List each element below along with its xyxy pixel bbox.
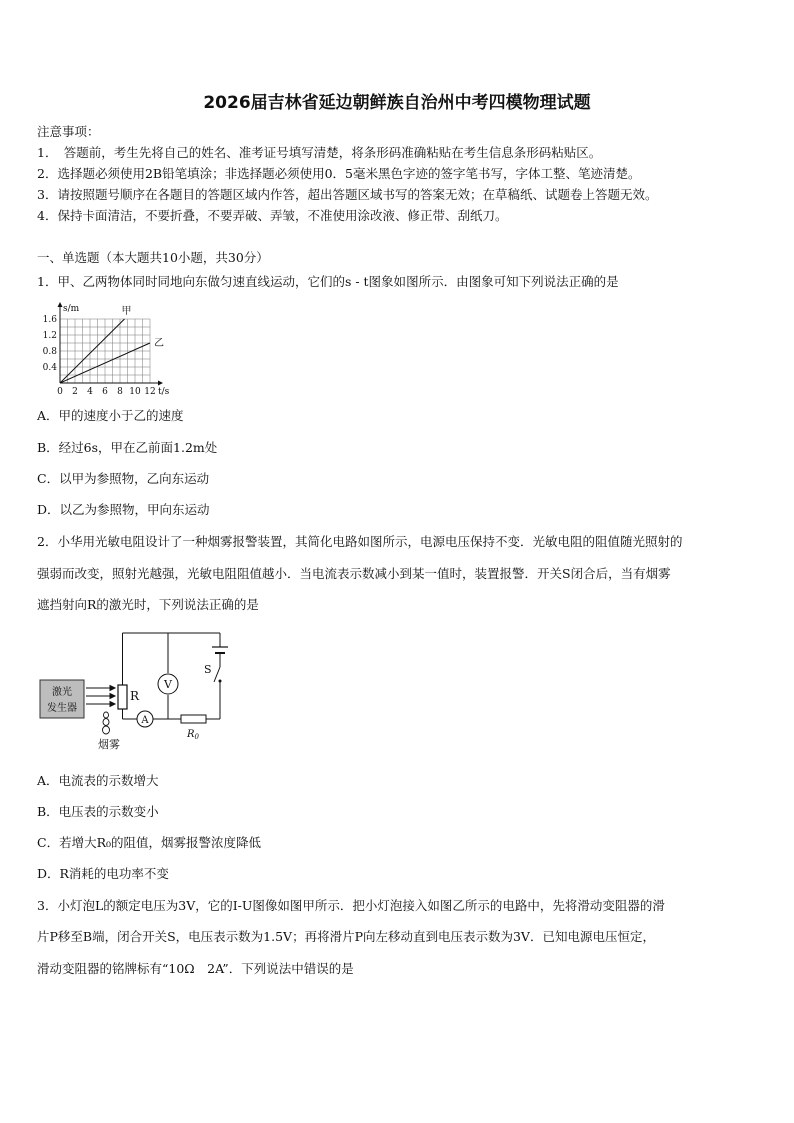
q3-stem-line-2: 片P移至B端，闭合开关S，电压表示数为1.5V；再将滑片P向左移动直到电压表示数为3V．已知电源电压恒定，: [37, 929, 655, 944]
section-heading: 一、单选题（本大题共10小题，共30分）: [37, 250, 269, 265]
series-label: 乙: [154, 338, 164, 349]
x-tick-label: 12: [144, 387, 156, 397]
notice-item-1: 1． 答题前，考生先将自己的姓名、准考证号填写清楚，将条形码准确粘贴在考生信息条形码粘贴区。: [37, 145, 602, 160]
y-tick-label: 1.6: [42, 315, 57, 325]
r-label: R: [130, 689, 140, 703]
q3-stem-line-3: 滑动变阻器的铭牌标有“10Ω 2A”．下列说法中错误的是: [37, 961, 354, 976]
q1-option-b[interactable]: B．经过6s，甲在乙前面1.2m处: [37, 440, 218, 455]
svg-text:R0: [186, 729, 200, 741]
v-label: V: [164, 678, 172, 691]
notice-item-3: 3．请按照题号顺序在各题目的答题区域内作答，超出答题区域书写的答案无效；在草稿纸、试题卷上答题无效。: [37, 187, 658, 202]
smoke-label: 烟雾: [98, 738, 120, 751]
smoke-alarm-circuit: [36, 627, 241, 752]
x-tick-label: 0: [57, 387, 63, 397]
q2-option-d[interactable]: D．R消耗的电功率不变: [37, 866, 169, 881]
x-tick-label: 6: [102, 387, 108, 397]
y-tick-label: 1.2: [42, 331, 57, 341]
x-tick-label: 4: [87, 387, 93, 397]
y-tick-label: 0.4: [42, 363, 57, 373]
x-tick-label: 10: [129, 387, 141, 397]
q2-stem-line-1: 2．小华用光敏电阻设计了一种烟雾报警装置，其简化电路如图所示，电源电压保持不变．光敏电阻的阻值随光照射的: [37, 534, 683, 549]
a-label: A: [141, 715, 149, 726]
q2-stem-line-2: 强弱而改变，照射光越强，光敏电阻阻值越小．当电流表示数减小到某一值时，装置报警．开关S闭合后，当有烟雾: [37, 566, 671, 581]
resistor-r0: [181, 715, 206, 723]
smoke-icon: [103, 712, 110, 734]
x-tick-label: 8: [117, 387, 123, 397]
q1-option-c[interactable]: C．以甲为参照物，乙向东运动: [37, 471, 210, 486]
laser-label-line1: 激光: [52, 687, 72, 698]
page-title: 2026届吉林省延边朝鲜族自治州中考四模物理试题: [203, 93, 591, 113]
y-axis-label: s/m: [63, 304, 80, 314]
q2-option-c[interactable]: C．若增大R₀的阻值，烟雾报警浓度降低: [37, 835, 261, 850]
series-label: 甲: [121, 306, 132, 317]
q1-stem: 1．甲、乙两物体同时同地向东做匀速直线运动，它们的s - t图象如图所示．由图象可知下列说法正确的是: [37, 274, 619, 289]
laser-label-line2: 发生器: [47, 703, 77, 714]
x-axis-arrow: [158, 381, 163, 386]
switch-s: [214, 667, 220, 682]
r0-label: R: [187, 729, 195, 740]
x-tick-label: 2: [72, 387, 78, 397]
q1-option-d[interactable]: D．以乙为参照物，甲向东运动: [37, 502, 210, 517]
y-tick-label: 0.8: [42, 347, 57, 357]
y-axis-arrow: [58, 302, 63, 307]
s-label: S: [204, 663, 212, 676]
q3-stem-line-1: 3．小灯泡L的额定电压为3V，它的I-U图像如图甲所示．把小灯泡接入如图乙所示的电路中，先将滑动变阻器的滑: [37, 898, 665, 913]
notice-item-4: 4．保持卡面清洁，不要折叠，不要弄破、弄皱，不准使用涂改液、修正带、刮纸刀。: [37, 208, 508, 223]
x-axis-label: t/s: [158, 387, 170, 397]
q2-stem-line-3: 遮挡射向R的激光时，下列说法正确的是: [37, 597, 259, 612]
q2-option-b[interactable]: B．电压表的示数变小: [37, 804, 159, 819]
q2-option-a[interactable]: A．电流表的示数增大: [37, 773, 159, 788]
notice-item-2: 2．选择题必须使用2B铅笔填涂；非选择题必须使用0．5毫米黑色字迹的签字笔书写，字体工整、笔迹清楚。: [37, 166, 641, 181]
photoresistor-r: [118, 685, 127, 709]
s-t-graph: [38, 297, 178, 399]
q1-option-a[interactable]: A．甲的速度小于乙的速度: [37, 408, 184, 423]
notice-heading: 注意事项：: [37, 124, 100, 139]
r0-subscript: 0: [194, 733, 199, 741]
